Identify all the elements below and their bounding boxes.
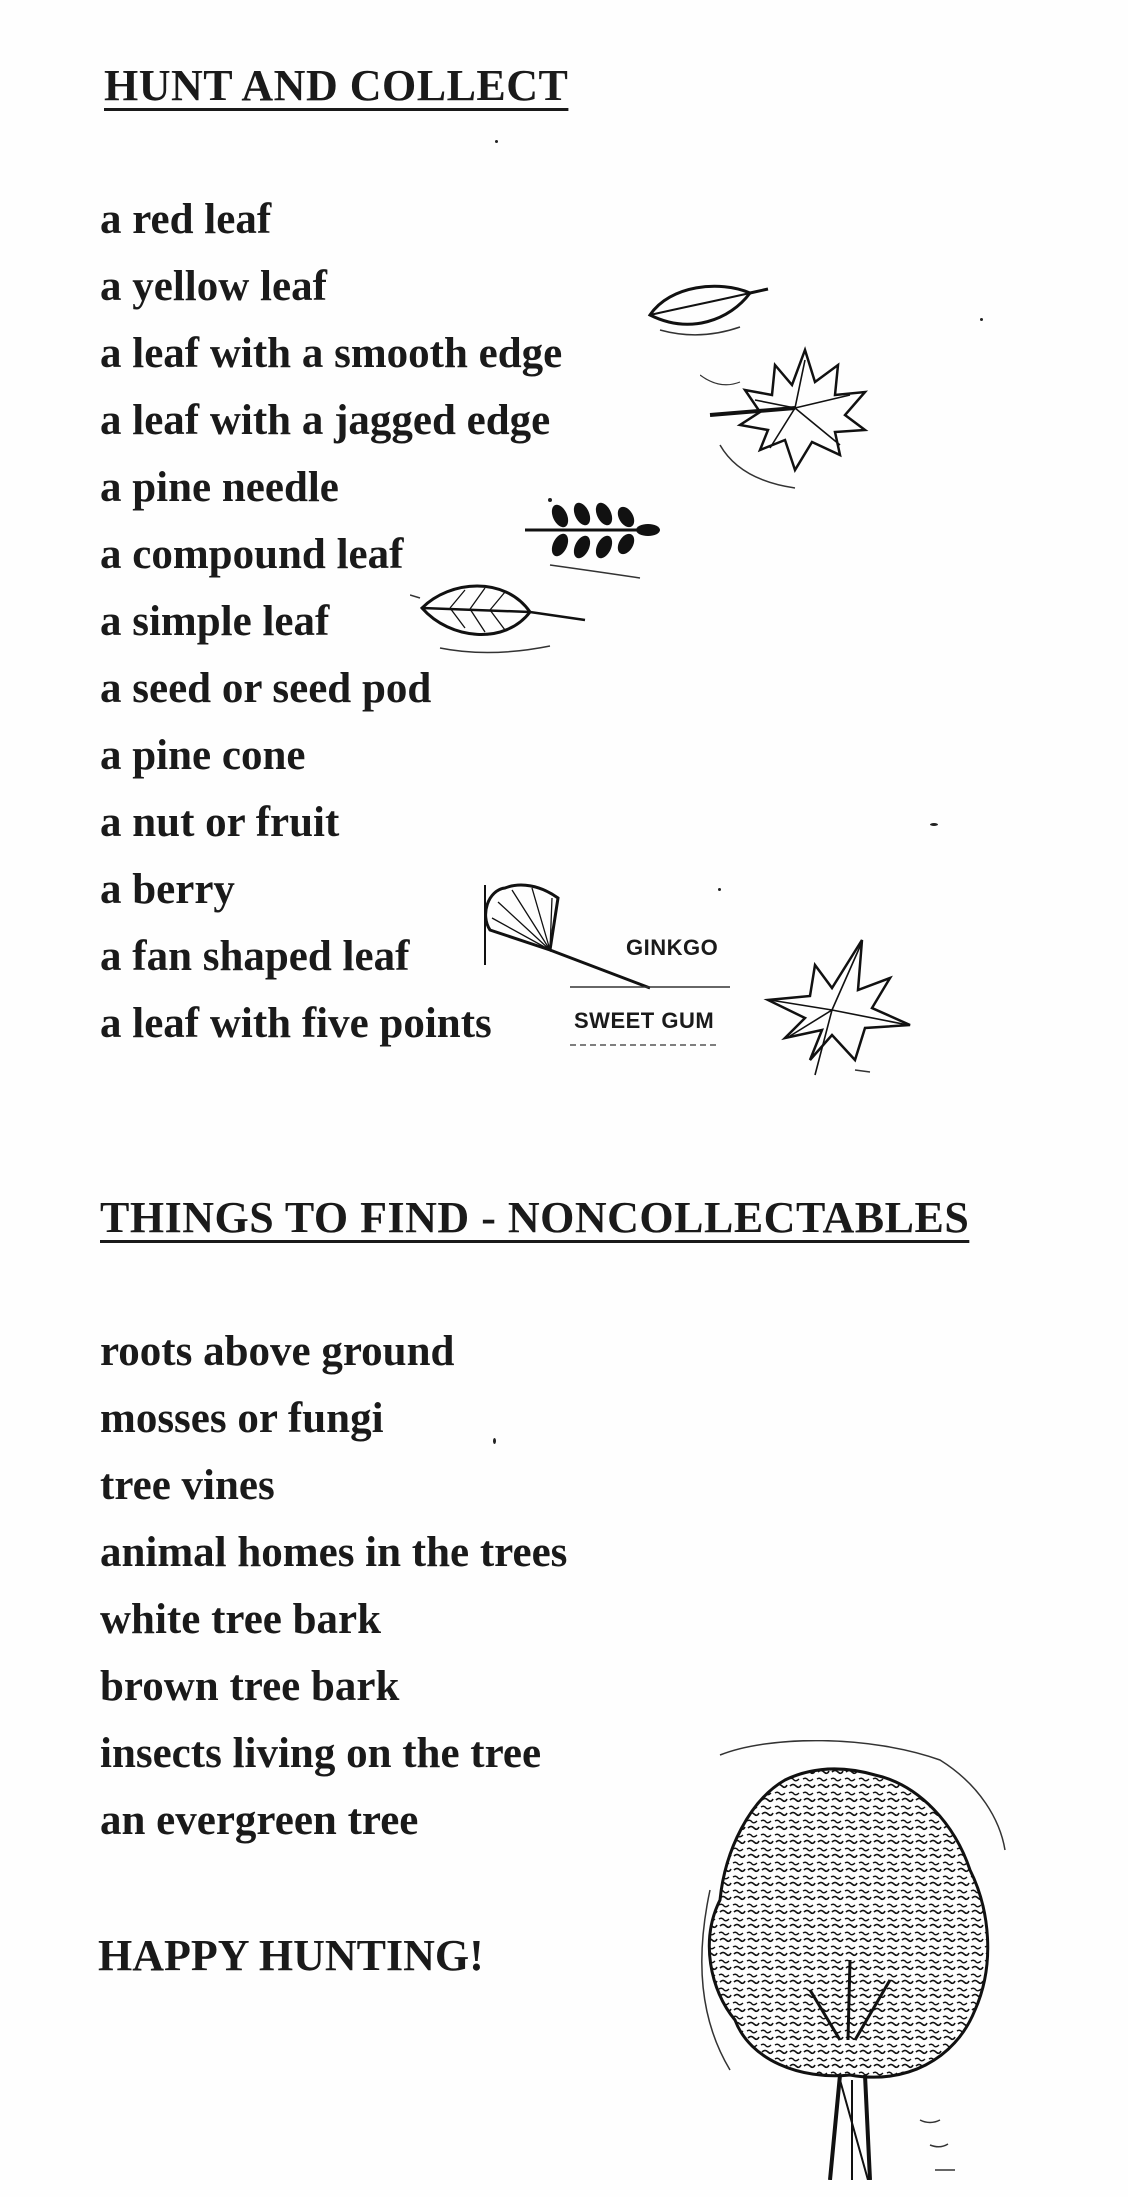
photocopy-speck — [930, 823, 938, 826]
list-item: a compound leaf — [100, 531, 404, 578]
things-to-find-heading: THINGS TO FIND - NONCOLLECTABLES — [100, 1193, 970, 1242]
list-item: roots above ground — [100, 1328, 455, 1375]
list-item: a leaf with five points — [100, 1000, 492, 1047]
tree-drawing — [690, 1740, 1010, 2180]
sweet-gum-label: SWEET GUM — [574, 1008, 715, 1033]
photocopy-speck — [718, 888, 721, 891]
photocopy-speck — [493, 1438, 496, 1444]
photocopy-speck — [495, 140, 498, 143]
compound-leaf-drawing — [520, 490, 660, 580]
ginkgo-label: GINKGO — [626, 935, 719, 960]
list-item: mosses or fungi — [100, 1395, 384, 1442]
jagged-leaf-drawing — [700, 320, 880, 500]
divider-line — [570, 984, 730, 990]
list-item: white tree bark — [100, 1596, 382, 1643]
list-item: a pine needle — [100, 464, 339, 511]
list-item: a seed or seed pod — [100, 665, 432, 712]
list-item: an evergreen tree — [100, 1797, 419, 1844]
list-item: animal homes in the trees — [100, 1529, 568, 1576]
sweet-gum-leaf-drawing — [760, 930, 920, 1080]
list-item: insects living on the tree — [100, 1730, 542, 1777]
list-item: a leaf with a smooth edge — [100, 330, 563, 377]
hunt-and-collect-heading: HUNT AND COLLECT — [104, 61, 569, 110]
things-to-find-list — [100, 1318, 567, 1854]
list-item: a nut or fruit — [100, 799, 340, 846]
list-item: a simple leaf — [100, 598, 330, 645]
list-item: tree vines — [100, 1462, 275, 1509]
list-item: a leaf with a jagged edge — [100, 397, 551, 444]
list-item: a berry — [100, 866, 235, 913]
photocopy-speck — [980, 318, 983, 321]
list-item: a yellow leaf — [100, 263, 327, 310]
list-item: brown tree bark — [100, 1663, 400, 1710]
list-item: a pine cone — [100, 732, 306, 779]
list-item: a red leaf — [100, 196, 272, 243]
happy-hunting-closing: HAPPY HUNTING! — [98, 1931, 484, 1980]
photocopy-speck — [548, 498, 552, 502]
simple-leaf-drawing — [410, 570, 600, 660]
list-item: a fan shaped leaf — [100, 933, 410, 980]
divider-line — [570, 1042, 730, 1048]
